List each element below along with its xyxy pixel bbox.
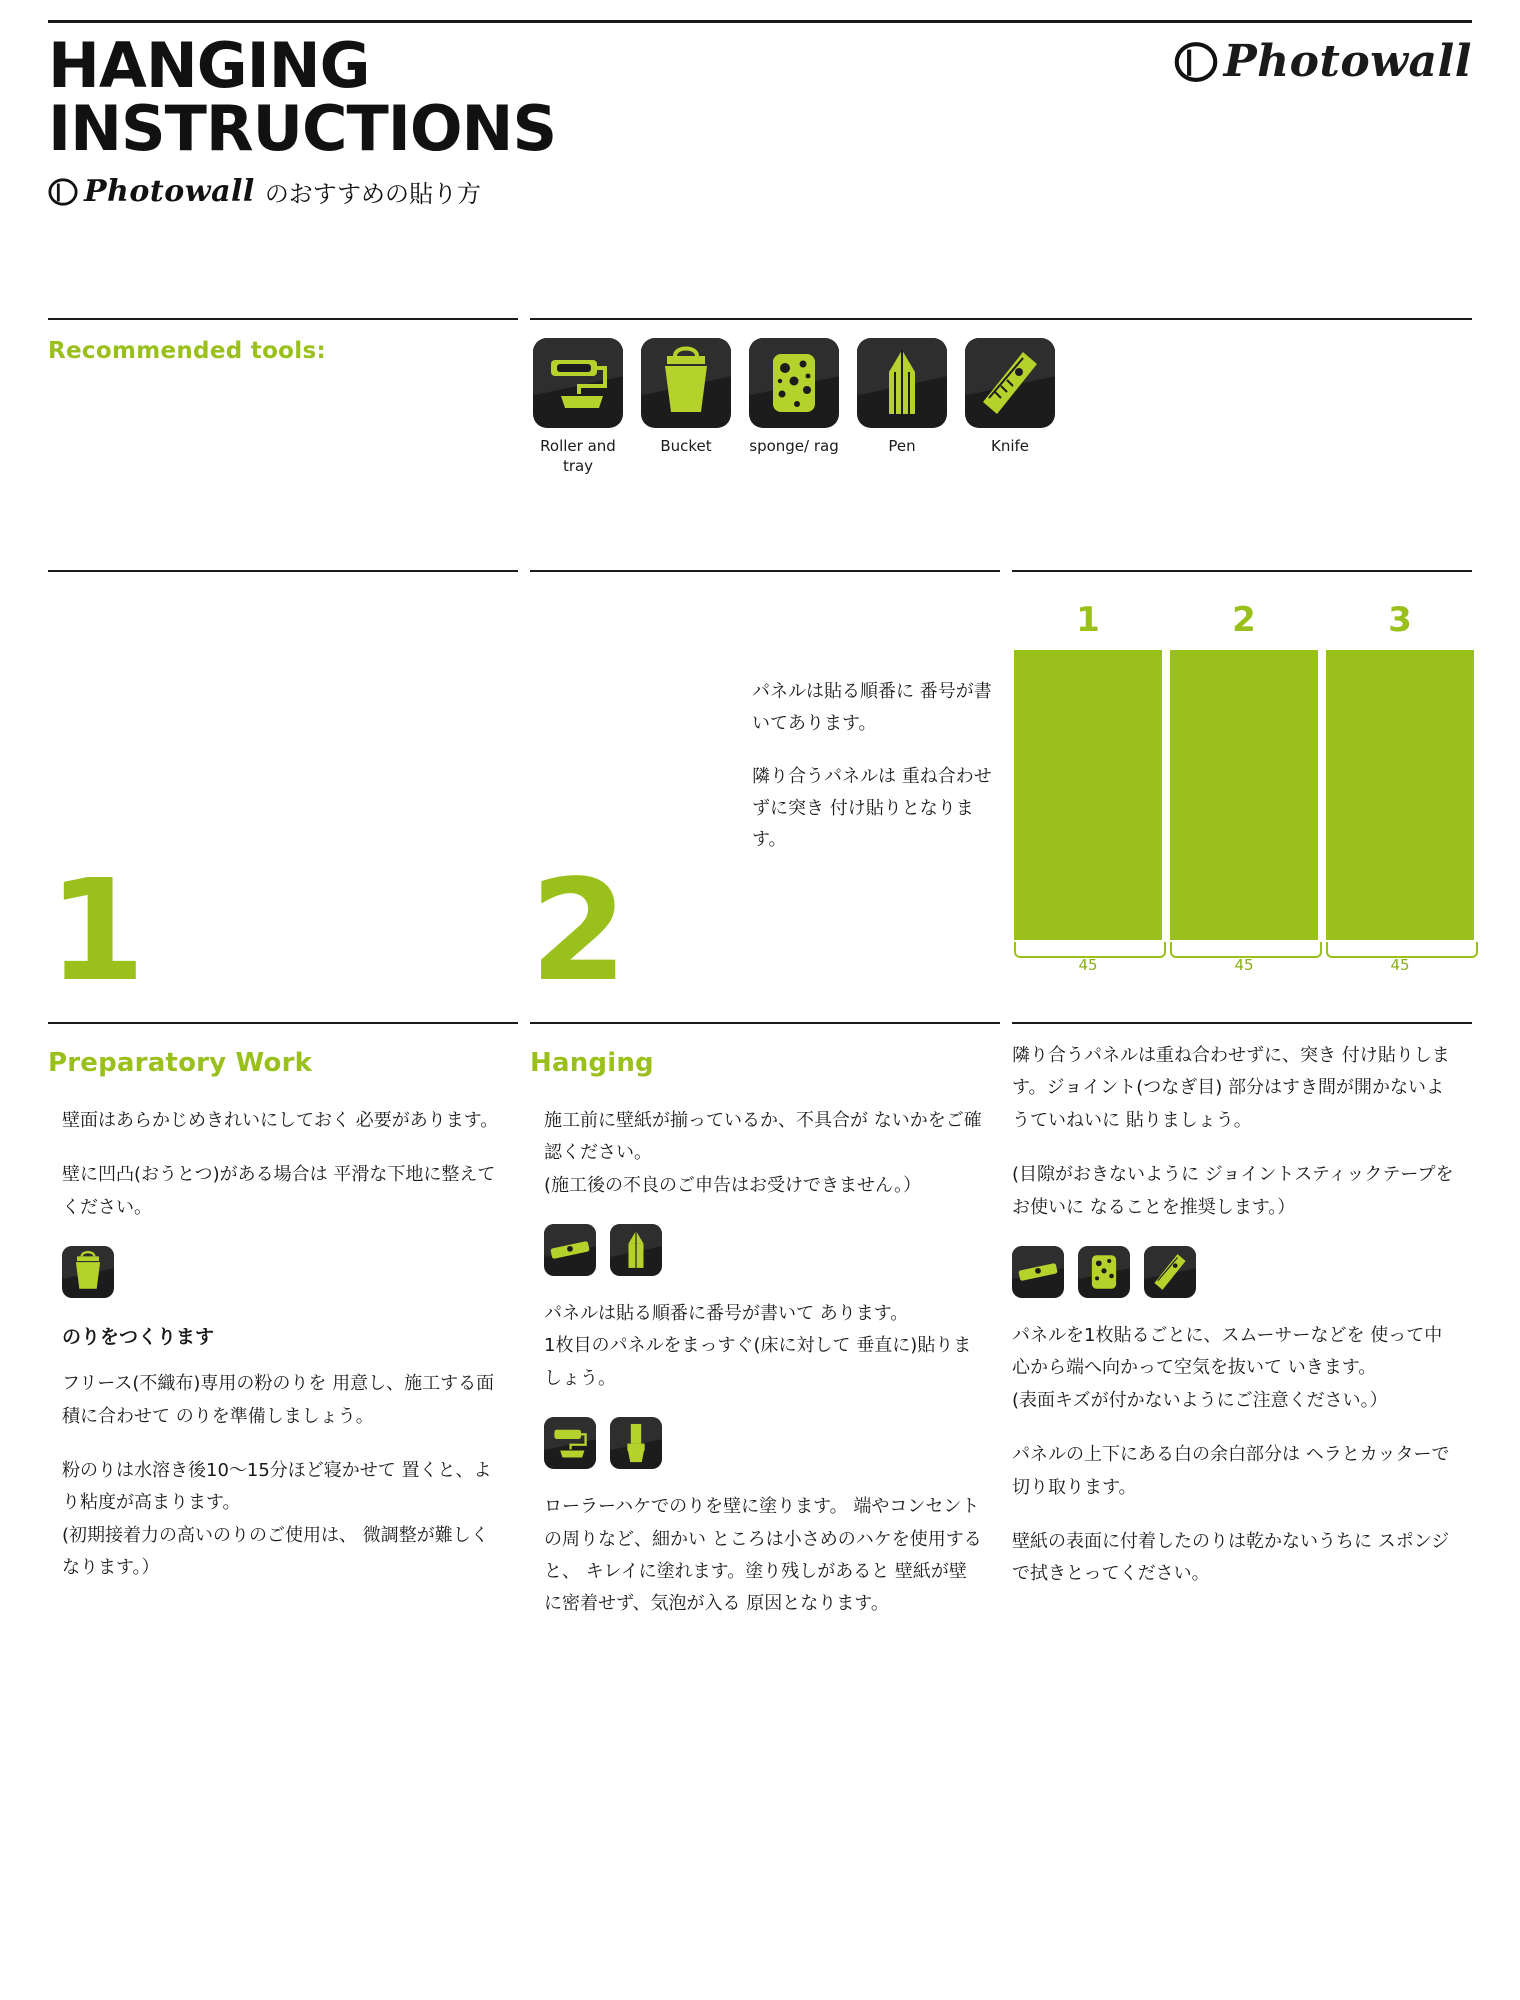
sponge-icon bbox=[749, 338, 839, 428]
joints-paragraph-6: 壁紙の表面に付着したのりは乾かないうちに スポンジで拭きとってください。 bbox=[1012, 1530, 1450, 1585]
prep-paragraph-3: フリース(不織布)専用の粉のりを 用意し、施工する面積に合わせて のりを準備しましょう。 bbox=[62, 1373, 495, 1427]
subtitle-text: のおすすめの貼り方 bbox=[264, 180, 482, 209]
photowall-mark-icon bbox=[48, 177, 78, 207]
section-heading-hanging: Hanging bbox=[530, 1048, 654, 1078]
photowall-mark-icon-header bbox=[1174, 40, 1218, 84]
subtitle bbox=[48, 174, 948, 209]
joints-paragraph-3: パネルを1枚貼るごとに、スムーサーなどを 使って中心から端へ向かって空気を抜いて いきます。 bbox=[1012, 1324, 1443, 1379]
knife-icon bbox=[965, 338, 1055, 428]
panel-measure bbox=[1326, 942, 1474, 976]
tool-caption: Roller and tray bbox=[540, 437, 616, 475]
top-divider bbox=[48, 20, 1472, 23]
step-number-1: 1 bbox=[48, 850, 146, 1013]
tool-caption: Knife bbox=[990, 437, 1030, 455]
joints-paragraph-5: パネルの上下にある白の余白部分は ヘラとカッターで切り取ります。 bbox=[1012, 1444, 1450, 1498]
tool-caption: Pen bbox=[888, 437, 916, 455]
prep-icon-row bbox=[48, 1246, 500, 1298]
photowall-logo-subtitle bbox=[48, 174, 255, 209]
hanging-paragraph-5: ローラーハケでのりを壁に塗ります。 端やコンセントの周りなど、細かい ところは小さめのハケを使用すると、 キレイに塗れます。塗り残しがあると 壁紙が壁に密着せず、気泡が入る 原因となります。 bbox=[544, 1496, 982, 1615]
panel bbox=[1014, 650, 1162, 940]
measure-value: 45 bbox=[1234, 956, 1254, 974]
panel-note bbox=[752, 676, 1002, 878]
tool-pen bbox=[857, 338, 947, 476]
section-heading-preparatory: Preparatory Work bbox=[48, 1048, 313, 1078]
panel-note-2: 隣り合うパネルは 重ね合わせずに突き 付け貼りとなります。 bbox=[752, 766, 992, 850]
title-line-2: INSTRUCTIONS bbox=[48, 92, 557, 166]
bucket-icon bbox=[641, 338, 731, 428]
prep-paragraph-4: 粉のりは水溶き後10〜15分ほど寝かせて 置くと、より粘度が高まります。 bbox=[62, 1459, 492, 1514]
prep-bold-label: のりをつくります bbox=[62, 1325, 215, 1348]
hanging-paragraph-2: (施工後の不良のご申告はお受けできません。） bbox=[544, 1174, 922, 1196]
brush-icon bbox=[610, 1417, 662, 1469]
tool-caption: Bucket bbox=[660, 437, 712, 455]
tool-knife bbox=[965, 338, 1055, 476]
tool-bucket bbox=[641, 338, 731, 476]
panel bbox=[1326, 650, 1474, 940]
section-divider-mid bbox=[530, 1022, 1000, 1024]
mid-divider-right bbox=[1012, 570, 1472, 572]
roller-icon bbox=[533, 338, 623, 428]
hanging-paragraph-3: パネルは貼る順番に番号が書いて あります。 bbox=[544, 1302, 909, 1324]
panel-number: 2 bbox=[1232, 600, 1256, 640]
sponge-icon bbox=[1078, 1246, 1130, 1298]
panel-number: 3 bbox=[1388, 600, 1412, 640]
panel-diagram bbox=[1014, 600, 1474, 976]
panel-note-1: パネルは貼る順番に 番号が書いてあります。 bbox=[752, 681, 992, 734]
joints-paragraph-2: (目隙がおきないように ジョイントスティックテープをお使いに なることを推奨します。） bbox=[1012, 1164, 1454, 1218]
panel-measure-row bbox=[1014, 942, 1474, 976]
joints-paragraph-1: 隣り合うパネルは重ね合わせずに、突き 付け貼りします。ジョイント(つなぎ目) 部分はすき間が開かないようていねいに 貼りましょう。 bbox=[1012, 1045, 1450, 1131]
pen-icon bbox=[857, 338, 947, 428]
section-divider-right bbox=[1012, 1022, 1472, 1024]
mid-divider-mid bbox=[530, 570, 1000, 572]
step-number-2: 2 bbox=[530, 850, 628, 1013]
joints-paragraph-4: (表面キズが付かないようにご注意ください。） bbox=[1012, 1389, 1388, 1411]
level-icon bbox=[544, 1224, 596, 1276]
prep-paragraph-1: 壁面はあらかじめきれいにしておく 必要があります。 bbox=[62, 1109, 499, 1131]
column-preparatory-work bbox=[48, 1040, 500, 1607]
panel-measure bbox=[1170, 942, 1318, 976]
tool-roller bbox=[533, 338, 623, 476]
mid-divider-left bbox=[48, 570, 518, 572]
panel-row bbox=[1014, 650, 1474, 940]
tools-divider-right bbox=[530, 318, 1472, 320]
recommended-tools-label: Recommended tools: bbox=[48, 338, 326, 364]
tool-caption: sponge/ rag bbox=[749, 437, 839, 455]
photowall-logo-header bbox=[1174, 36, 1472, 87]
panel-measure bbox=[1014, 942, 1162, 976]
knife-icon bbox=[1144, 1246, 1196, 1298]
panel-number-row bbox=[1014, 600, 1474, 640]
level-icon bbox=[1012, 1246, 1064, 1298]
title-line-1: HANGING bbox=[48, 29, 370, 102]
column-hanging bbox=[530, 1040, 982, 1643]
prep-paragraph-2: 壁に凹凸(おうとつ)がある場合は 平滑な下地に整えてください。 bbox=[62, 1164, 496, 1218]
hanging-icon-row-2 bbox=[530, 1417, 982, 1469]
hanging-icon-row-1 bbox=[530, 1224, 982, 1276]
photowall-wordmark: Photowall bbox=[84, 174, 255, 210]
tools-divider-left bbox=[48, 318, 518, 320]
joints-icon-row bbox=[1012, 1246, 1460, 1298]
hanging-paragraph-1: 施工前に壁紙が揃っているか、不具合が ないかをご確認ください。 bbox=[544, 1109, 982, 1164]
panel-number: 1 bbox=[1076, 600, 1100, 640]
roller-icon bbox=[544, 1417, 596, 1469]
tool-sponge bbox=[749, 338, 839, 476]
prep-paragraph-5: (初期接着力の高いのりのご使用は、 微調整が難しくなります。） bbox=[62, 1524, 489, 1579]
hanging-paragraph-4: 1枚目のパネルをまっすぐ(床に対して 垂直に)貼りましょう。 bbox=[544, 1335, 972, 1389]
section-divider-left bbox=[48, 1022, 518, 1024]
column-joints bbox=[1012, 1040, 1460, 1613]
panel bbox=[1170, 650, 1318, 940]
measure-value: 45 bbox=[1390, 956, 1410, 974]
measure-value: 45 bbox=[1078, 956, 1098, 974]
pen-icon bbox=[610, 1224, 662, 1276]
page-title bbox=[48, 29, 948, 210]
tools-row bbox=[533, 338, 1055, 476]
bucket-icon bbox=[62, 1246, 114, 1298]
photowall-wordmark-header: Photowall bbox=[1223, 36, 1472, 87]
